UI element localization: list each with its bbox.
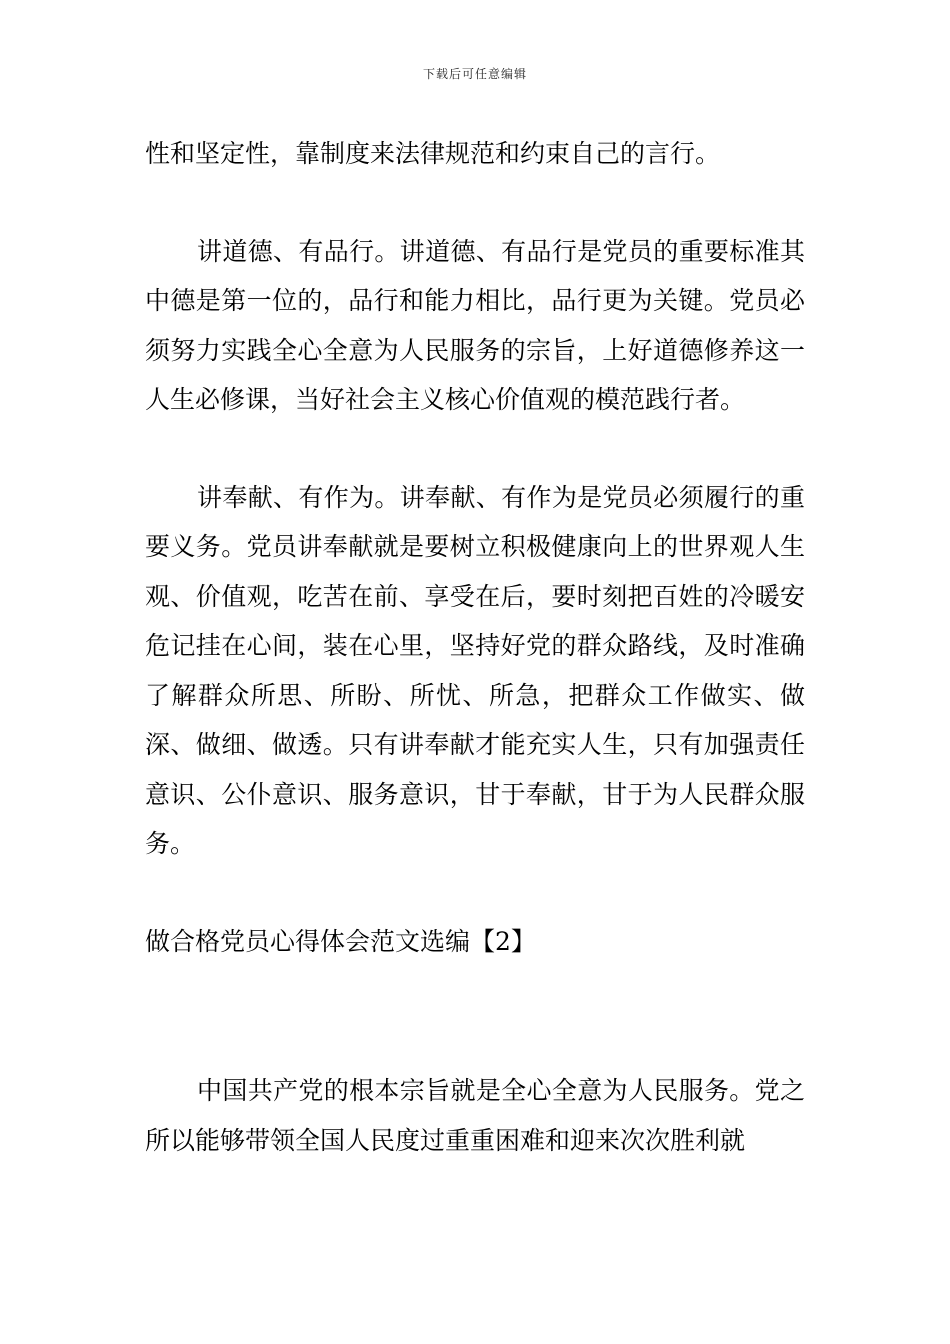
paragraph-dedication: 讲奉献、有作为。讲奉献、有作为是党员必须履行的重要义务。党员讲奉献就是要树立积极健康向上的世界观人生观、价值观，吃苦在前、享受在后，要时刻把百姓的冷暖安危记挂在心间，装在心里，坚持好党的群众路线，及时准确了解群众所思、所盼、所忧、所急，把群众工作做实、做深、做细、做透。只有讲奉献才能充实人生，只有加强责任意识、公仆意识、服务意识，甘于奉献，甘于为人民群众服务。 — [145, 482, 805, 858]
paragraph-spacer — [145, 179, 805, 227]
paragraph-spacer — [145, 425, 805, 473]
heading-spacer — [145, 966, 805, 1066]
page-header-note: 下载后可任意编辑 — [422, 67, 527, 81]
paragraph-spacer — [145, 869, 805, 917]
paragraph-purpose: 中国共产党的根本宗旨就是全心全意为人民服务。党之所以能够带领全国人民度过重重困难和迎来次次胜利就 — [145, 1076, 805, 1155]
paragraph-morality: 讲道德、有品行。讲道德、有品行是党员的重要标准其中德是第一位的，品行和能力相比，品行更为关键。党员必须努力实践全心全意为人民服务的宗旨，上好道德修养这一人生必修课，当好社会主义核心价值观的模范践行者。 — [145, 236, 805, 414]
section-heading: 做合格党员心得体会范文选编【2】 — [145, 926, 536, 956]
document-body — [145, 129, 805, 1165]
paragraph-continuation: 性和坚定性，靠制度来法律规范和约束自己的言行。 — [145, 139, 721, 168]
